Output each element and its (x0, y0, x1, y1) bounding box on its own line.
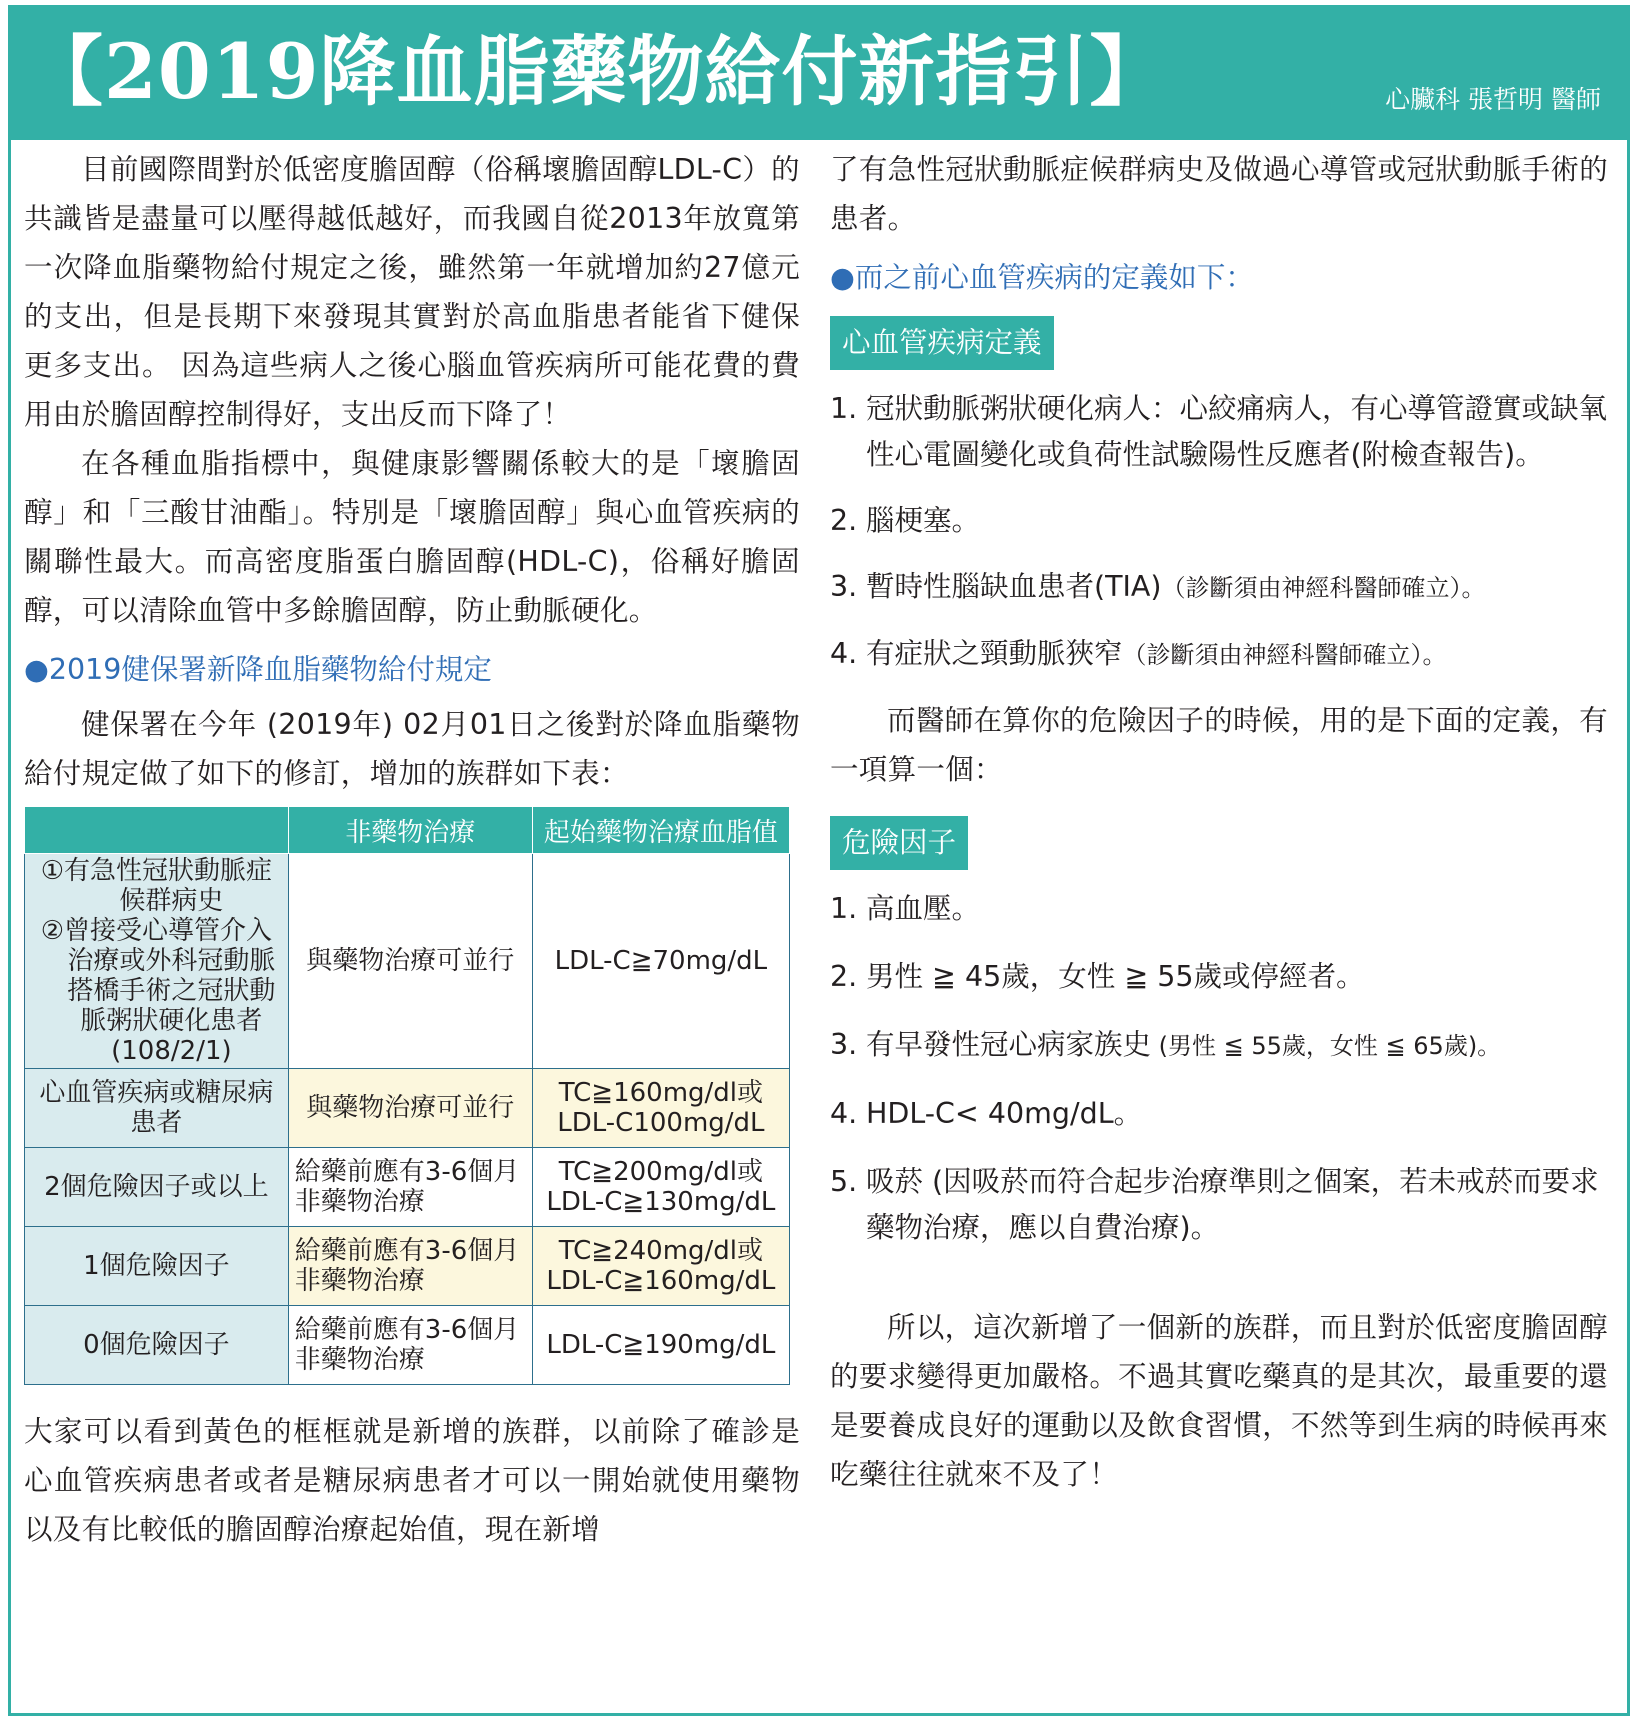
item-text: 高血壓。 (866, 892, 981, 925)
list-item (830, 386, 1608, 478)
table-row (25, 1227, 790, 1306)
item-note: （診斷須由神經科醫師確立）。 (1122, 641, 1447, 669)
article-title: 【2019降血脂藥物給付新指引】 (27, 27, 1167, 116)
item-note: (男性 ≦ 55歲，女性 ≦ 65歲)。 (1151, 1032, 1502, 1060)
non-drug-cell: 給藥前應有3-6個月非藥物治療 (288, 1148, 532, 1227)
item-text: HDL-C< 40mg/dL。 (866, 1097, 1143, 1130)
table-header-row (25, 807, 790, 854)
non-drug-cell: 與藥物治療可並行 (288, 854, 532, 1069)
threshold-cell (532, 1148, 789, 1227)
non-drug-cell: 給藥前應有3-6個月非藥物治療 (288, 1227, 532, 1306)
title-banner (11, 8, 1627, 140)
item-number: 5. (830, 1165, 858, 1198)
threshold-line: TC≧160mg/dl或 (558, 1078, 764, 1108)
list-item (830, 886, 1608, 932)
threshold-cell: LDL-C≧190mg/dL (532, 1306, 789, 1385)
threshold-line: TC≧240mg/dl或 (558, 1236, 764, 1266)
row-label: 1個危險因子 (25, 1227, 289, 1306)
item-text: 腦梗塞。 (866, 504, 981, 537)
table-row (25, 1148, 790, 1227)
risk-list (830, 886, 1608, 1251)
item-text: 有症狀之頸動脈狹窄 (866, 637, 1123, 670)
intro-paragraph: 目前國際間對於低密度膽固醇（俗稱壞膽固醇LDL-C）的共識皆是盡量可以壓得越低越好，而我國自從2013年放寬第一次降血脂藥物給付規定之後，雖然第一年就增加約27億元的支出，但是長期下來發現其實對於高血脂患者能省下健保更多支出。 因為這些病人之後心腦血管疾病所可能花費的費用由於膽固醇控制得好，支出反而下降了！ (24, 153, 800, 431)
table-header-cell: 非藥物治療 (288, 807, 532, 854)
item-number: 4. (830, 637, 858, 670)
item-text: 男性 ≧ 45歲，女性 ≧ 55歲或停經者。 (866, 960, 1365, 993)
reimbursement-table (24, 806, 790, 1385)
cvd-list (830, 386, 1608, 678)
cvd-definition-tag: 心血管疾病定義 (830, 316, 1054, 370)
criteria-item: ②曾接受心導管介入治療或外科冠動脈搭橋手術之冠狀動脈粥狀硬化患者(108/2/1) (40, 916, 276, 1066)
item-number: 3. (830, 1028, 858, 1061)
threshold-line: TC≧200mg/dl或 (558, 1157, 764, 1187)
item-text: 暫時性腦缺血患者(TIA) (866, 570, 1162, 603)
item-number: 2. (830, 504, 858, 537)
item-number: 4. (830, 1097, 858, 1130)
lipid-paragraph: 在各種血脂指標中，與健康影響關係較大的是「壞膽固醇」和「三酸甘油酯」。特別是「壞膽固醇」與心血管疾病的關聯性最大。而高密度脂蛋白膽固醇(HDL-C)，俗稱好膽固醇，可以清除血管中多餘膽固醇，防止動脈硬化。 (24, 447, 800, 627)
risk-intro-paragraph: 而醫師在算你的危險因子的時候，用的是下面的定義，有一項算一個： (830, 704, 1608, 786)
threshold-line: LDL-C≧130mg/dL (546, 1187, 776, 1217)
new-rules-heading: ●2019健保署新降血脂藥物給付規定 (24, 653, 492, 686)
list-item (830, 954, 1608, 1000)
left-column (24, 145, 800, 1554)
item-text: 冠狀動脈粥狀硬化病人：心絞痛病人，有心導管證實或缺氧性心電圖變化或負荷性試驗陽性反應者(附檢查報告)。 (866, 392, 1608, 471)
row-label: 2個危險因子或以上 (25, 1148, 289, 1227)
list-item (830, 1159, 1608, 1251)
threshold-cell (532, 1227, 789, 1306)
list-item (830, 1022, 1608, 1069)
table-row (25, 1306, 790, 1385)
item-number: 1. (830, 392, 858, 425)
explanation-paragraph: 大家可以看到黃色的框框就是新增的族群，以前除了確診是心血管疾病患者或者是糖尿病患者才可以一開始就使用藥物以及有比較低的膽固醇治療起始值，現在新增 (24, 1415, 800, 1546)
right-column (830, 145, 1608, 1499)
item-text: 有早發性冠心病家族史 (866, 1028, 1152, 1061)
author-byline: 心臟科 張哲明 醫師 (1385, 85, 1601, 114)
table-row (25, 1069, 790, 1148)
list-item (830, 564, 1608, 611)
item-number: 2. (830, 960, 858, 993)
threshold-cell: LDL-C≧70mg/dL (532, 854, 789, 1069)
row-label-acs (25, 854, 289, 1069)
threshold-line: LDL-C100mg/dL (557, 1108, 765, 1138)
conclusion-paragraph: 所以，這次新增了一個新的族群，而且對於低密度膽固醇的要求變得更加嚴格。不過其實吃藥真的是其次，最重要的還是要養成良好的運動以及飲食習慣，不然等到生病的時候再來吃藥往往就來不及了！ (830, 1311, 1608, 1491)
risk-factor-tag: 危險因子 (830, 816, 968, 870)
continued-paragraph: 了有急性冠狀動脈症候群病史及做過心導管或冠狀動脈手術的患者。 (830, 153, 1608, 235)
threshold-line: LDL-C≧160mg/dL (546, 1266, 776, 1296)
item-text: 吸菸 (因吸菸而符合起步治療準則之個案，若未戒菸而要求藥物治療，應以自費治療)。 (866, 1165, 1599, 1244)
cvd-definition-heading: ●而之前心血管疾病的定義如下： (830, 261, 1254, 294)
table-row (25, 854, 790, 1069)
revision-paragraph: 健保署在今年 (2019年) 02月01日之後對於降血脂藥物給付規定做了如下的修訂，增加的族群如下表： (24, 708, 800, 790)
item-note: （診斷須由神經科醫師確立）。 (1161, 574, 1486, 602)
non-drug-cell: 給藥前應有3-6個月非藥物治療 (288, 1306, 532, 1385)
row-label: 心血管疾病或糖尿病患者 (25, 1069, 289, 1148)
row-label: 0個危險因子 (25, 1306, 289, 1385)
threshold-cell (532, 1069, 789, 1148)
list-item (830, 631, 1608, 678)
list-item (830, 498, 1608, 544)
table-header-cell: 起始藥物治療血脂值 (532, 807, 789, 854)
item-number: 3. (830, 570, 858, 603)
non-drug-cell: 與藥物治療可並行 (288, 1069, 532, 1148)
table-header-cell (25, 807, 289, 854)
criteria-item: ①有急性冠狀動脈症候群病史 (40, 856, 273, 916)
list-item (830, 1091, 1608, 1137)
item-number: 1. (830, 892, 858, 925)
